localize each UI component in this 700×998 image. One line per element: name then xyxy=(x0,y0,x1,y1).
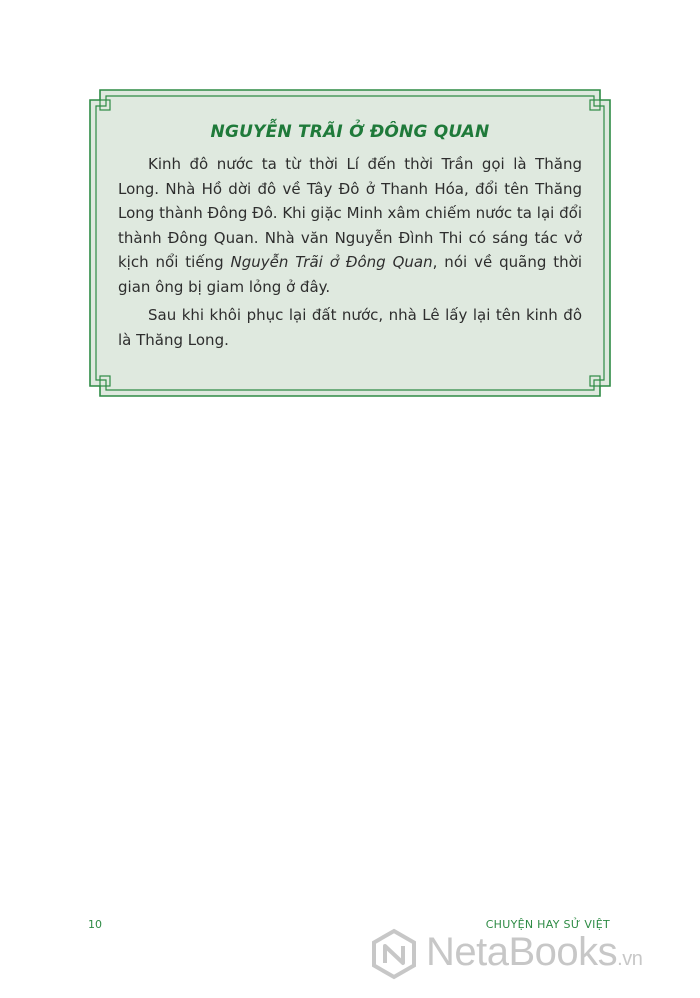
box-content xyxy=(118,122,582,356)
para1-text-b: , nói về quãng thời gian ông bị giam lỏng ở đây. xyxy=(118,253,583,296)
watermark xyxy=(368,924,694,986)
box-title: NGUYỄN TRÃI Ở ĐÔNG QUAN xyxy=(210,122,490,142)
watermark-suffix: .vn xyxy=(617,948,643,970)
watermark-text xyxy=(426,930,642,975)
running-head: CHUYỆN HAY SỬ VIỆT xyxy=(485,918,610,931)
para1-text-a: Kinh đô nước ta từ thời Lí đến thời Trần gọi là Thăng Long. Nhà Hồ dời đô về Tây Đô ở Thanh Hóa, đổi tên Thăng Long thành Đông Đô. Khi giặc Minh xâm chiếm nước ta lại đổi thành Đông Quan. Nhà văn Nguyễn Đình Thi có sáng tác vở kịch nổi tiếng xyxy=(118,155,582,271)
page-number: 10 xyxy=(88,918,102,931)
play-title: Nguyễn Trãi ở Đông Quan xyxy=(230,253,433,271)
netabooks-logo-icon xyxy=(368,928,420,980)
box-paragraph-2: Sau khi khôi phục lại đất nước, nhà Lê lấy lại tên kinh đô là Thăng Long. xyxy=(118,306,582,349)
box-paragraph-1 xyxy=(118,152,582,299)
watermark-brand: NetaBooks xyxy=(426,930,618,974)
sidebar-box xyxy=(88,88,612,398)
